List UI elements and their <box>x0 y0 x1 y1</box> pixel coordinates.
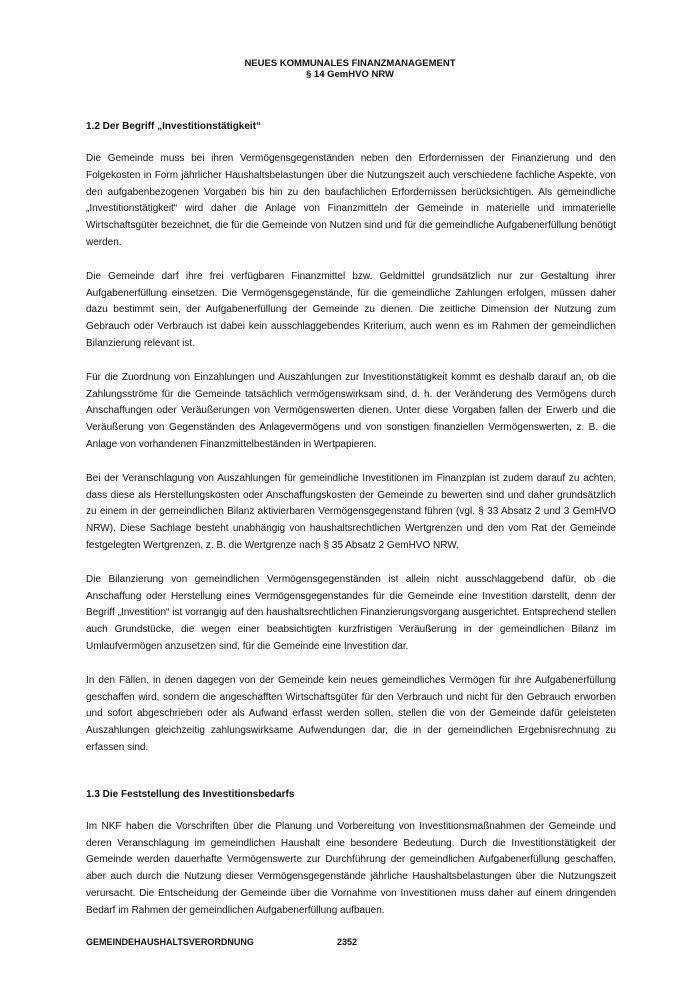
section-1-3 <box>86 788 616 920</box>
paragraph: Die Gemeinde muss bei ihren Vermögensgegenständen neben den Erfordernissen der Finanzierung und den Folgekosten in Form jährlicher Haushaltsbelastungen über die Nutzungszeit auch verschiedene fachliche Aspekte, von den aufgabenbezogenen Vorgaben bis hin zu den baufachlichen Erfordernissen berücksichtigen. Als gemeindliche „Investitionstätigkeit“ wird daher die Anlage von Finanzmitteln der Gemeinde in materielle und immaterielle Wirtschaftsgüter bezeichnet, die für die Gemeinde von Nutzen sind und für die gemeindliche Aufgabenerfüllung benötigt werden. <box>86 153 616 248</box>
footer-title: GEMEINDEHAUSHALTSVERORDNUNG <box>86 937 254 947</box>
section-heading: 1.3 Die Feststellung des Investitionsbedarfs <box>86 788 295 800</box>
paragraph: Im NKF haben die Vorschriften über die Planung und Vorbereitung von Investitionsmaßnahmen der Gemeinde und deren Veranschlagung im gemeindlichen Haushalt eine besondere Bedeutung. Durch die Investitionstätigkeit der Gemeinde werden dauerhafte Vermögenswerte zur Durchführung der gemeindlichen Aufgabenerfüllung geschaffen, aber auch durch die Nutzung dieser Vermögensgegenstände jährliche Haushaltsbelastungen über die Nutzungszeit verursacht. Die Entscheidung der Gemeinde über die Vornahme von Investitionen muss daher auf einem dringenden Bedarf im Rahmen der gemeindlichen Aufgabenerfüllung aufbauen. <box>86 820 616 916</box>
header-title: NEUES KOMMUNALES FINANZMANAGEMENT <box>244 58 456 69</box>
paragraph: Die Bilanzierung von gemeindlichen Vermögensgegenständen ist allein nicht ausschlaggebend dafür, ob die Anschaffung oder Herstellung eines Vermögensgegenstandes für die Gemeinde eine Investition darstellt, denn der Begriff „Investition“ ist vorrangig auf den haushaltsrechtlichen Finanzierungsvorgang ausgerichtet. Entsprechend stellen auch Grundstücke, die wegen einer beabsichtigten kurzfristigen Veräußerung in der gemeindlichen Bilanz im Umlaufvermögen anzusetzen sind, für die Gemeinde eine Investition dar. <box>86 573 616 652</box>
header-subtitle: § 14 GemHVO NRW <box>306 69 394 80</box>
paragraph: In den Fällen, in denen dagegen von der Gemeinde kein neues gemeindliches Vermögen für ihre Aufgabenerfüllung geschaffen wird, sondern die angeschafften Wirtschaftsgüter für den Verbrauch und nicht für den Gebrauch erworben und sofort abgeschrieben oder als Aufwand erfasst werden sollen, stellen die von der Gemeinde dafür geleisteten Auszahlungen gleichzeitig zahlungswirksame Aufwendungen dar, die in der gemeindlichen Ergebnisrechnung zu erfassen sind. <box>86 674 616 753</box>
paragraph: Für die Zuordnung von Einzahlungen und Auszahlungen zur Investitionstätigkeit kommt es deshalb darauf an, ob die Zahlungsströme für die Gemeinde tatsächlich vermögenswirksam sind, d. h. der Veränderung des Vermögens durch Anschaffungen oder Veräußerungen von Vermögenswerten dienen. Unter diese Vorgaben fallen der Erwerb und die Veräußerung von Gegenständen des Anlagevermögens und von sonstigen finanziellen Vermögenswerten, z. B. die Anlage von vorhandenen Finanzmittelbeständen in Wertpapieren. <box>86 371 616 450</box>
page-header <box>0 58 700 80</box>
section-heading: 1.2 Der Begriff „Investitionstätigkeit“ <box>86 121 262 132</box>
page-number: 2352 <box>337 937 358 947</box>
document-body <box>86 120 616 936</box>
paragraph: Bei der Veranschlagung von Auszahlungen für gemeindliche Investitionen im Finanzplan ist zudem darauf zu achten, dass diese als Herstellungskosten oder Anschaffungskosten der Gemeinde zu bewerten sind und daher grundsätzlich zu einem in der gemeindlichen Bilanz aktivierbaren Vermögensgegenstand führen (vgl. § 33 Absatz 2 und 3 GemHVO NRW). Diese Sachlage besteht unabhängig von haushaltsrechtlichen Wertgrenzen und den vom Rat der Gemeinde festgelegten Wertgrenzen, z. B. die Wertgrenze nach § 35 Absatz 2 GemHVO NRW. <box>86 472 616 551</box>
section-1-2 <box>86 120 616 757</box>
paragraph: Die Gemeinde darf ihre frei verfügbaren Finanzmittel bzw. Geldmittel grundsätzlich nur zur Gestaltung ihrer Aufgabenerfüllung einsetzen. Die Vermögensgegenstände, für die gemeindliche Zahlungen erfolgen, müssen daher dazu bestimmt sein, der Aufgabenerfüllung der Gemeinde zu dienen. Die zeitliche Dimension der Nutzung zum Gebrauch oder Verbrauch ist dabei kein ausschlaggebendes Kriterium, auch wenn es im Rahmen der gemeindlichen Bilanzierung relevant ist. <box>86 270 616 349</box>
